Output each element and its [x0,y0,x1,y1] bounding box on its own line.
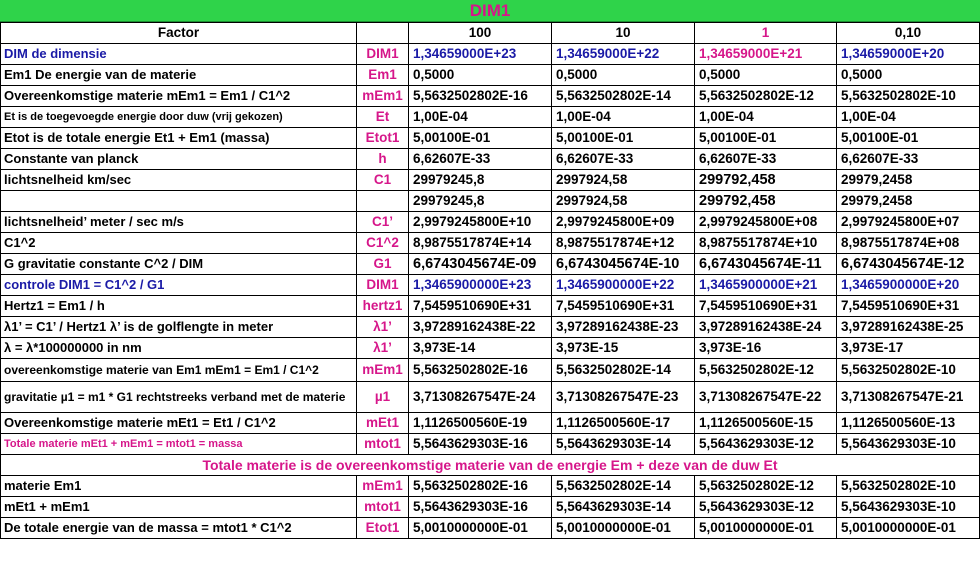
value-cell: 1,1126500560E-13 [837,413,980,434]
col-header-100: 100 [409,23,552,44]
value-cell: 3,71308267547E-23 [552,382,695,413]
row-code: Etot1 [357,518,409,539]
value-cell: 1,3465900000E+23 [409,275,552,296]
row-code: h [357,149,409,170]
value-cell: 6,62607E-33 [409,149,552,170]
value-cell: 1,1126500560E-15 [695,413,837,434]
value-cell: 3,71308267547E-22 [695,382,837,413]
table-row [1,275,980,296]
col-header-0-10: 0,10 [837,23,980,44]
value-cell: 29979245,8 [409,170,552,191]
value-cell: 8,9875517874E+12 [552,233,695,254]
row-code: mEm1 [357,86,409,107]
row-code: mEt1 [357,413,409,434]
header-row [1,23,980,44]
value-cell: 5,5632502802E-12 [695,86,837,107]
row-label: lichtsnelheid’ meter / sec m/s [1,212,357,233]
value-cell: 2,9979245800E+10 [409,212,552,233]
value-cell: 1,34659000E+22 [552,44,695,65]
table-row [1,476,980,497]
value-cell: 29979,2458 [837,191,980,212]
value-cell: 3,71308267547E-21 [837,382,980,413]
row-label: C1^2 [1,233,357,254]
table-row [1,170,980,191]
row-label: λ = λ*100000000 in nm [1,338,357,359]
table-row [1,338,980,359]
value-cell: 5,0010000000E-01 [409,518,552,539]
col-header-1: 1 [695,23,837,44]
row-code: mtot1 [357,434,409,455]
value-cell: 5,5632502802E-14 [552,359,695,382]
header-code-cell [357,23,409,44]
table-row [1,317,980,338]
row-label: Constante van planck [1,149,357,170]
row-code: Etot1 [357,128,409,149]
col-header-10: 10 [552,23,695,44]
row-label: mEt1 + mEm1 [1,497,357,518]
table-row [1,497,980,518]
value-cell: 1,1126500560E-17 [552,413,695,434]
value-cell: 0,5000 [552,65,695,86]
table-row [1,434,980,455]
value-cell: 5,5643629303E-16 [409,434,552,455]
value-cell: 6,62607E-33 [695,149,837,170]
row-code [357,191,409,212]
value-cell: 1,00E-04 [409,107,552,128]
value-cell: 1,3465900000E+22 [552,275,695,296]
value-cell: 3,973E-14 [409,338,552,359]
value-cell: 6,62607E-33 [552,149,695,170]
row-label: λ1’ = C1’ / Hertz1 λ’ is de golflengte in meter [1,317,357,338]
table-row [1,149,980,170]
value-cell: 0,5000 [695,65,837,86]
table-row [1,212,980,233]
value-cell: 1,34659000E+23 [409,44,552,65]
row-label: lichtsnelheid km/sec [1,170,357,191]
value-cell: 29979245,8 [409,191,552,212]
value-cell: 3,71308267547E-24 [409,382,552,413]
row-code: λ1’ [357,317,409,338]
value-cell: 2,9979245800E+07 [837,212,980,233]
value-cell: 3,973E-16 [695,338,837,359]
value-cell: 1,3465900000E+21 [695,275,837,296]
data-table [0,22,980,539]
value-cell: 8,9875517874E+08 [837,233,980,254]
table-row [1,86,980,107]
value-cell: 3,97289162438E-22 [409,317,552,338]
value-cell: 1,34659000E+20 [837,44,980,65]
merged-row-text: Totale materie is de overeenkomstige materie van de energie Em + deze van de duw Et [1,455,980,476]
row-label: controle DIM1 = C1^2 / G1 [1,275,357,296]
value-cell: 3,97289162438E-25 [837,317,980,338]
value-cell: 0,5000 [837,65,980,86]
row-code: hertz1 [357,296,409,317]
value-cell: 2997924,58 [552,170,695,191]
value-cell: 2997924,58 [552,191,695,212]
table-row [1,382,980,413]
row-label: overeenkomstige materie van Em1 mEm1 = Em1 / C1^2 [1,359,357,382]
row-label [1,191,357,212]
row-code: µ1 [357,382,409,413]
title-bar [0,0,980,22]
value-cell: 1,1126500560E-19 [409,413,552,434]
value-cell: 7,5459510690E+31 [409,296,552,317]
value-cell: 1,3465900000E+20 [837,275,980,296]
row-code: G1 [357,254,409,275]
value-cell: 5,5632502802E-10 [837,86,980,107]
row-label: Overeenkomstige materie mEt1 = Et1 / C1^2 [1,413,357,434]
value-cell: 5,5632502802E-10 [837,359,980,382]
value-cell: 299792,458 [695,191,837,212]
value-cell: 5,5643629303E-14 [552,434,695,455]
table-row [1,254,980,275]
row-code: C1^2 [357,233,409,254]
value-cell: 5,0010000000E-01 [552,518,695,539]
row-label: Totale materie mEt1 + mEm1 = mtot1 = massa [1,434,357,455]
value-cell: 5,5632502802E-14 [552,476,695,497]
value-cell: 3,97289162438E-24 [695,317,837,338]
value-cell: 5,5643629303E-14 [552,497,695,518]
table-row [1,65,980,86]
value-cell: 5,5643629303E-16 [409,497,552,518]
value-cell: 6,62607E-33 [837,149,980,170]
value-cell: 2,9979245800E+09 [552,212,695,233]
value-cell: 5,5632502802E-12 [695,476,837,497]
value-cell: 6,6743045674E-09 [409,254,552,275]
row-code: C1 [357,170,409,191]
value-cell: 299792,458 [695,170,837,191]
value-cell: 5,5643629303E-10 [837,434,980,455]
row-code: mtot1 [357,497,409,518]
table-row [1,233,980,254]
value-cell: 5,5632502802E-10 [837,476,980,497]
row-code: mEm1 [357,476,409,497]
table-row [1,44,980,65]
row-label: De totale energie van de massa = mtot1 * C1^2 [1,518,357,539]
sheet-title: DIM1 [469,0,511,20]
value-cell: 0,5000 [409,65,552,86]
factor-label: Factor [1,23,357,44]
value-cell: 5,00100E-01 [695,128,837,149]
value-cell: 3,97289162438E-23 [552,317,695,338]
value-cell: 8,9875517874E+14 [409,233,552,254]
value-cell: 5,0010000000E-01 [837,518,980,539]
row-label: gravitatie µ1 = m1 * G1 rechtstreeks verband met de materie [1,382,357,413]
row-label: Hertz1 = Em1 / h [1,296,357,317]
value-cell: 5,5643629303E-12 [695,497,837,518]
value-cell: 5,5632502802E-14 [552,86,695,107]
value-cell: 5,0010000000E-01 [695,518,837,539]
row-label: Overeenkomstige materie mEm1 = Em1 / C1^2 [1,86,357,107]
row-label: Et is de toegevoegde energie door duw (vrij gekozen) [1,107,357,128]
merged-row [1,455,980,476]
row-label: Etot is de totale energie Et1 + Em1 (massa) [1,128,357,149]
table-row [1,518,980,539]
value-cell: 5,00100E-01 [552,128,695,149]
table-row [1,191,980,212]
value-cell: 7,5459510690E+31 [552,296,695,317]
row-label: Em1 De energie van de materie [1,65,357,86]
value-cell: 5,00100E-01 [837,128,980,149]
table-row [1,413,980,434]
value-cell: 3,973E-15 [552,338,695,359]
row-label: G gravitatie constante C^2 / DIM [1,254,357,275]
value-cell: 5,5632502802E-16 [409,476,552,497]
row-code: Em1 [357,65,409,86]
value-cell: 1,00E-04 [695,107,837,128]
value-cell: 6,6743045674E-10 [552,254,695,275]
value-cell: 1,00E-04 [552,107,695,128]
row-code: DIM1 [357,275,409,296]
row-code: Et [357,107,409,128]
value-cell: 5,5643629303E-12 [695,434,837,455]
value-cell: 1,00E-04 [837,107,980,128]
value-cell: 5,5632502802E-16 [409,359,552,382]
value-cell: 2,9979245800E+08 [695,212,837,233]
row-code: mEm1 [357,359,409,382]
table-row [1,359,980,382]
table-row [1,128,980,149]
value-cell: 5,00100E-01 [409,128,552,149]
row-label: materie Em1 [1,476,357,497]
value-cell: 29979,2458 [837,170,980,191]
table-row [1,107,980,128]
value-cell: 6,6743045674E-11 [695,254,837,275]
value-cell: 3,973E-17 [837,338,980,359]
value-cell: 8,9875517874E+10 [695,233,837,254]
value-cell: 5,5632502802E-12 [695,359,837,382]
value-cell: 1,34659000E+21 [695,44,837,65]
value-cell: 5,5632502802E-16 [409,86,552,107]
value-cell: 7,5459510690E+31 [695,296,837,317]
value-cell: 5,5643629303E-10 [837,497,980,518]
row-label: DIM de dimensie [1,44,357,65]
row-code: C1’ [357,212,409,233]
row-code: DIM1 [357,44,409,65]
value-cell: 6,6743045674E-12 [837,254,980,275]
value-cell: 7,5459510690E+31 [837,296,980,317]
table-row [1,296,980,317]
row-code: λ1’ [357,338,409,359]
